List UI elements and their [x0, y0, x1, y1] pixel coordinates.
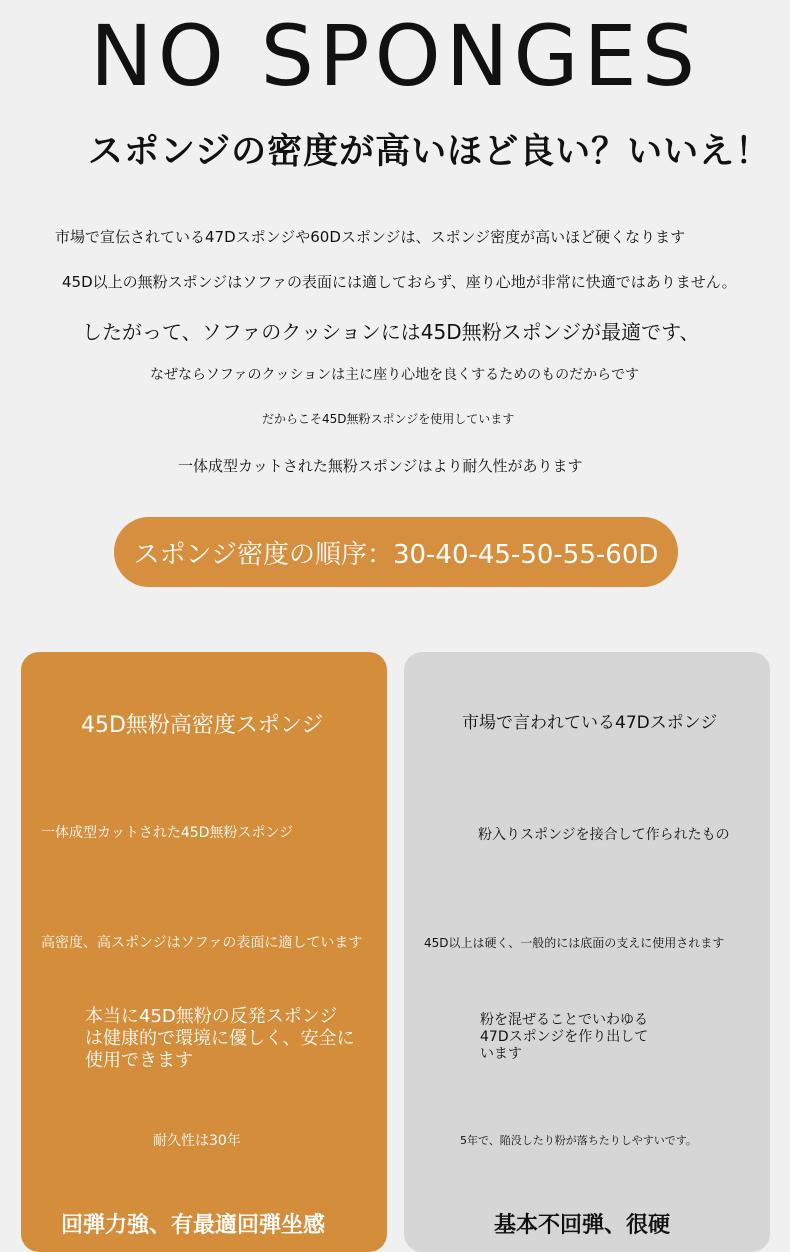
page-subtitle: スポンジの密度が高いほど良い？いいえ！: [88, 132, 772, 172]
intro-line-5: だからこそ45D無粉スポンジを使用しています: [262, 412, 515, 426]
card-right-row-2: 45D以上は硬く、一般的には底面の支えに使用されます: [424, 936, 725, 950]
intro-line-6: 一体成型カットされた無粉スポンジはより耐久性があります: [178, 457, 583, 475]
card-left-row-3: 本当に45D無粉の反発スポンジは健康的で環境に優しく、安全に使用できます: [85, 1006, 355, 1071]
intro-line-1: 市場で宣伝されている47Dスポンジや60Dスポンジは、スポンジ密度が高いほど硬くなります: [55, 228, 686, 246]
card-left-row-4: 耐久性は30年: [153, 1133, 241, 1149]
intro-line-4: なぜならソファのクッションは主に座り心地を良くするためのものだからです: [150, 367, 640, 383]
card-right-row-1: 粉入りスポンジを接合して作られたもの: [478, 827, 730, 843]
card-47d-sponge: [404, 652, 770, 1252]
intro-line-3: したがって、ソファのクッションには45D無粉スポンジが最適です、: [82, 320, 700, 344]
card-left-row-1: 一体成型カットされた45D無粉スポンジ: [41, 825, 294, 841]
card-left-title: 45D無粉高密度スポンジ: [81, 713, 324, 738]
card-left-row-5: 回弾力強、有最適回弾坐感: [61, 1213, 326, 1238]
page-title: NO SPONGES: [89, 7, 701, 105]
card-right-row-4: 5年で、陥没したり粉が落ちたりしやすいです。: [460, 1134, 697, 1147]
density-order-badge: [114, 517, 678, 587]
card-right-row-3: 粉を混ぜることでいわゆる47Dスポンジを作り出しています: [480, 1012, 649, 1062]
density-order-label: スポンジ密度の順序：30-40-45-50-55-60D: [133, 539, 659, 570]
intro-line-2: 45D以上の無粉スポンジはソファの表面には適しておらず、座り心地が非常に快適ではありません。: [62, 273, 737, 291]
card-right-title: 市場で言われている47Dスポンジ: [462, 713, 718, 733]
card-right-row-5: 基本不回弾、很硬: [494, 1213, 671, 1238]
card-left-row-2: 高密度、高スポンジはソファの表面に適しています: [41, 935, 363, 951]
card-45d-sponge: [21, 652, 387, 1252]
